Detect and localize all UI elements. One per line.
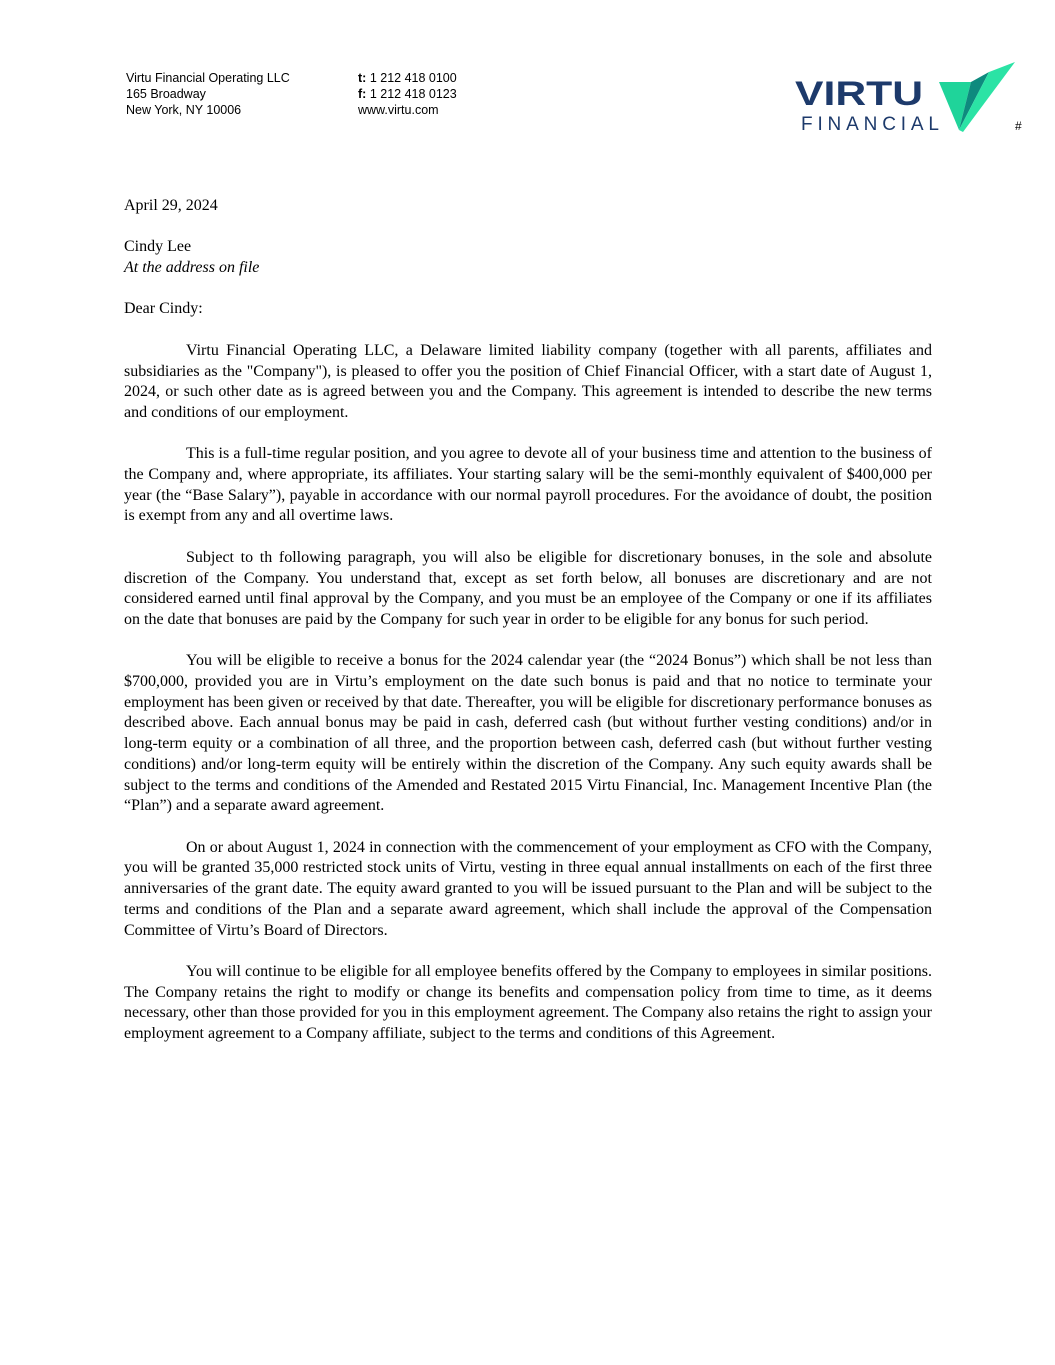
- salutation: Dear Cindy:: [124, 300, 203, 318]
- letterhead-address: [126, 70, 290, 118]
- paragraph-offer: Virtu Financial Operating LLC, a Delaware limited liability company (together with all parents, affiliates and subsidiaries as the "Company"), is pleased to offer you the position of Chief Financial Officer, with a start date of August 1, 2024, or such other date as is agreed between you and the Company. This agreement is intended to describe the new terms and conditions of our employment.: [124, 341, 932, 421]
- paragraph-2024-bonus: You will be eligible to receive a bonus for the 2024 calendar year (the “2024 Bonus”) which shall be not less than $700,000, provided you are in Virtu’s employment on the date such bonus is paid and that no notice to terminate your employment has been given or received by that date. Thereafter, you will be eligible for discretionary performance bonuses as described above. Each annual bonus may be paid in cash, deferred cash (but without further vesting conditions) and/or in long-term equity or a combination of all three, and the proportion between cash, deferred cash (but without further vesting conditions) and/or long-term equity will be entirely within the discretion of the Company. Any such equity awards shall be subject to the terms and conditions of the Amended and Restated 2015 Virtu Financial, Inc. Management Incentive Plan (the “Plan”) and a separate award agreement.: [124, 652, 932, 815]
- logo-word-virtu: VIRTU: [795, 75, 923, 113]
- fax-label: f:: [358, 87, 367, 101]
- letterhead-website: www.virtu.com: [358, 103, 439, 117]
- letterhead-phone-line: [358, 70, 457, 86]
- letterhead-fax: 1 212 418 0123: [369, 87, 457, 101]
- paragraph-benefits: You will continue to be eligible for all employee benefits offered by the Company to employees in similar positions. The Company retains the right to modify or change its benefits and compensation policy from time to time, as it deems necessary, other than those provided for you in this employment agreement. The Company also retains the right to assign your employment agreement to a Company affiliate, subject to the terms and conditions of this Agreement.: [124, 962, 932, 1042]
- paragraph-salary: This is a full-time regular position, and you agree to devote all of your business time and attention to the business of the Company and, where appropriate, its affiliates. Your starting salary will be the semi-monthly equivalent of $400,000 per year (the “Base Salary”), payable in accordance with our normal payroll procedures. For the avoidance of doubt, the position is exempt from any and all overtime laws.: [124, 445, 932, 525]
- logo-word-financial: FINANCIAL: [801, 114, 939, 135]
- letter-date: April 29, 2024: [124, 197, 218, 214]
- recipient-name: Cindy Lee: [124, 238, 192, 256]
- letterhead-contact: [358, 70, 457, 118]
- recipient-address: At the address on file: [124, 259, 260, 277]
- letterhead-fax-line: [358, 86, 457, 102]
- letter-body: [124, 196, 932, 1065]
- letterhead-city: New York, NY 10006: [126, 103, 242, 117]
- letterhead-street: 165 Broadway: [126, 87, 206, 101]
- corner-mark: #: [1015, 119, 1022, 133]
- virtu-financial-logo: [793, 60, 1018, 135]
- letterhead-phone: 1 212 418 0100: [369, 71, 457, 85]
- paragraph-equity-grant: On or about August 1, 2024 in connection with the commencement of your employment as CFO with the Company, you will be granted 35,000 restricted stock units of Virtu, vesting in three equal annual installments on each of the first three anniversaries of the grant date. The equity award granted to you will be issued pursuant to the Plan and will be subject to the terms and conditions of the Plan and a separate award agreement, which shall include the approval of the Compensation Committee of Virtu’s Board of Directors.: [124, 838, 932, 939]
- paragraph-discretionary-bonus: Subject to th following paragraph, you will also be eligible for discretionary bonuses, in the sole and absolute discretion of the Company. You understand that, except as set forth below, all bonuses are discretionary and are not considered earned until final approval by the Company, and you must be an employee of the Company or one if its affiliates on the date that bonuses are paid by the Company for such year in order to be eligible for any bonus for such period.: [124, 548, 932, 628]
- phone-label: t:: [358, 71, 367, 85]
- letterhead-company: Virtu Financial Operating LLC: [126, 71, 290, 85]
